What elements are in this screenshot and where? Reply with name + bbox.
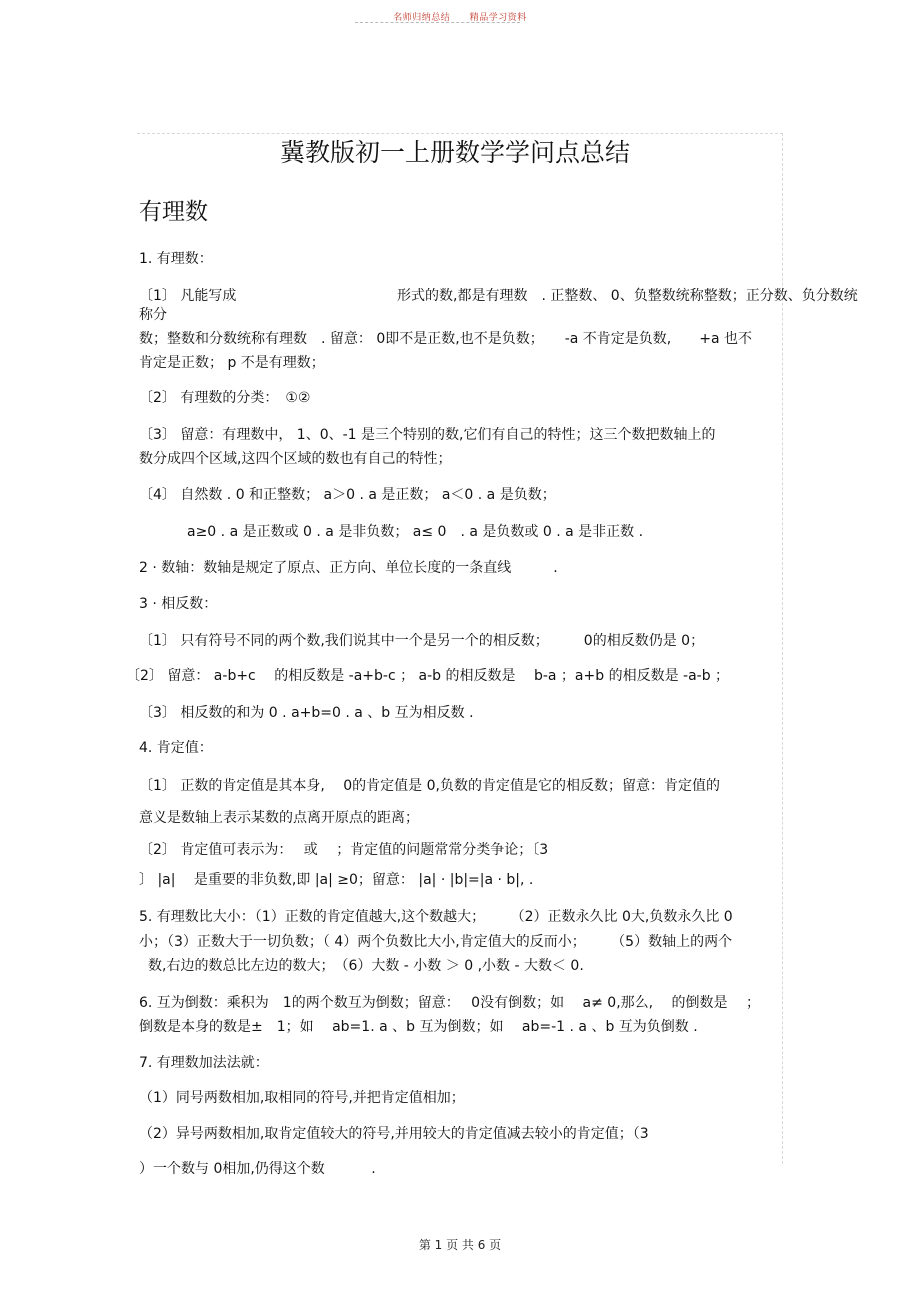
text-line: 肯定是正数； p 不是有理数；: [139, 355, 325, 371]
text-line: 数分成四个区域,这四个区域的数也有自己的特性；: [139, 451, 452, 467]
text-line: 6. 互为倒数：乘积为 1的两个数互为倒数；留意： 0没有倒数；如 a≠ 0,那么, 的倒数是 ；: [139, 995, 760, 1011]
header-divider: [355, 22, 520, 23]
page-title: 冀教版初一上册数学学问点总结: [280, 138, 631, 167]
text-line: 〔2〕 有理数的分类： ①②: [139, 390, 311, 406]
text-line: 小；（3）正数大于一切负数；（ 4）两个负数比大小,肯定值大的反而小； （5）数轴上的两个: [139, 934, 733, 950]
header-left-text: 名师归纳总结: [393, 13, 451, 23]
text-line: 5. 有理数比大小：（1）正数的肯定值越大,这个数越大； （2）正数永久比 0大,负数永久比 0: [139, 909, 733, 925]
text-line: 〔1〕 正数的肯定值是其本身, 0的肯定值是 0,负数的肯定值是它的相反数；留意：肯定值的: [139, 778, 720, 794]
text-line: 〔3〕 留意：有理数中， 1、0、-1 是三个特别的数,它们有自己的特性；这三个数把数轴上的: [139, 427, 716, 443]
text-line: 数,右边的数总比左边的数大； （6）大数 - 小数 ＞ 0 ,小数 - 大数＜ 0.: [148, 958, 584, 974]
text-line: 倒数是本身的数是± 1；如 ab=1. a 、b 互为倒数；如 ab=-1 . a 、b 互为负倒数 .: [139, 1019, 698, 1035]
section-heading: 有理数: [139, 199, 208, 225]
text-line: a≥0 . a 是正数或 0 . a 是非负数； a≤ 0 . a 是负数或 0 . a 是非正数 .: [187, 524, 644, 540]
text-line: 7. 有理数加法法就：: [139, 1055, 269, 1071]
text-line: 形式的数,都是有理数 . 正整数、 0、负整数统称整数；正分数、负分数统: [397, 288, 858, 304]
text-line: 2 · 数轴：数轴是规定了原点、正方向、单位长度的一条直线 .: [139, 560, 558, 576]
text-line: （1）同号两数相加,取相同的符号,并把肯定值相加；: [139, 1090, 465, 1106]
text-line: 3 · 相反数：: [139, 596, 218, 612]
text-line: 〔1〕 凡能写成: [139, 288, 237, 304]
text-line: 〔2〕 留意： a-b+c 的相反数是 -a+b-c ； a-b 的相反数是 b-a ；a+b 的相反数是 -a-b ；: [126, 668, 730, 684]
text-line: 数；整数和分数统称有理数 . 留意： 0即不是正数,也不是负数； -a 不肯定是负数, +a 也不: [139, 331, 752, 347]
text-line: 〔1〕 只有符号不同的两个数,我们说其中一个是另一个的相反数； 0的相反数仍是 0；: [139, 633, 705, 649]
text-line: 〔2〕 肯定值可表示为： 或 ；肯定值的问题常常分类争论；〔3: [139, 842, 549, 858]
text-line: 意义是数轴上表示某数的点离开原点的距离；: [139, 810, 419, 826]
text-line: 称分: [139, 307, 167, 323]
text-line: 4. 肯定值：: [139, 740, 213, 756]
header-right-text: 精品学习资料: [469, 13, 527, 23]
page-footer: 第 1 页 共 6 页: [418, 1238, 502, 1252]
text-line: ）一个数与 0相加,仍得这个数 .: [139, 1161, 376, 1177]
text-line: （2）异号两数相加,取肯定值较大的符号,并用较大的肯定值减去较小的肯定值；（3: [139, 1126, 649, 1142]
text-line: 1. 有理数：: [139, 251, 213, 267]
text-line: 〔4〕 自然数 . 0 和正整数； a＞0 . a 是正数； a＜0 . a 是负数；: [139, 487, 556, 503]
text-line: 〔3〕 相反数的和为 0 . a+b=0 . a 、b 互为相反数 .: [139, 705, 474, 721]
text-line: 〕 |a| 是重要的非负数,即 |a| ≥0；留意： |a| · |b|=|a · b|, .: [139, 872, 534, 888]
